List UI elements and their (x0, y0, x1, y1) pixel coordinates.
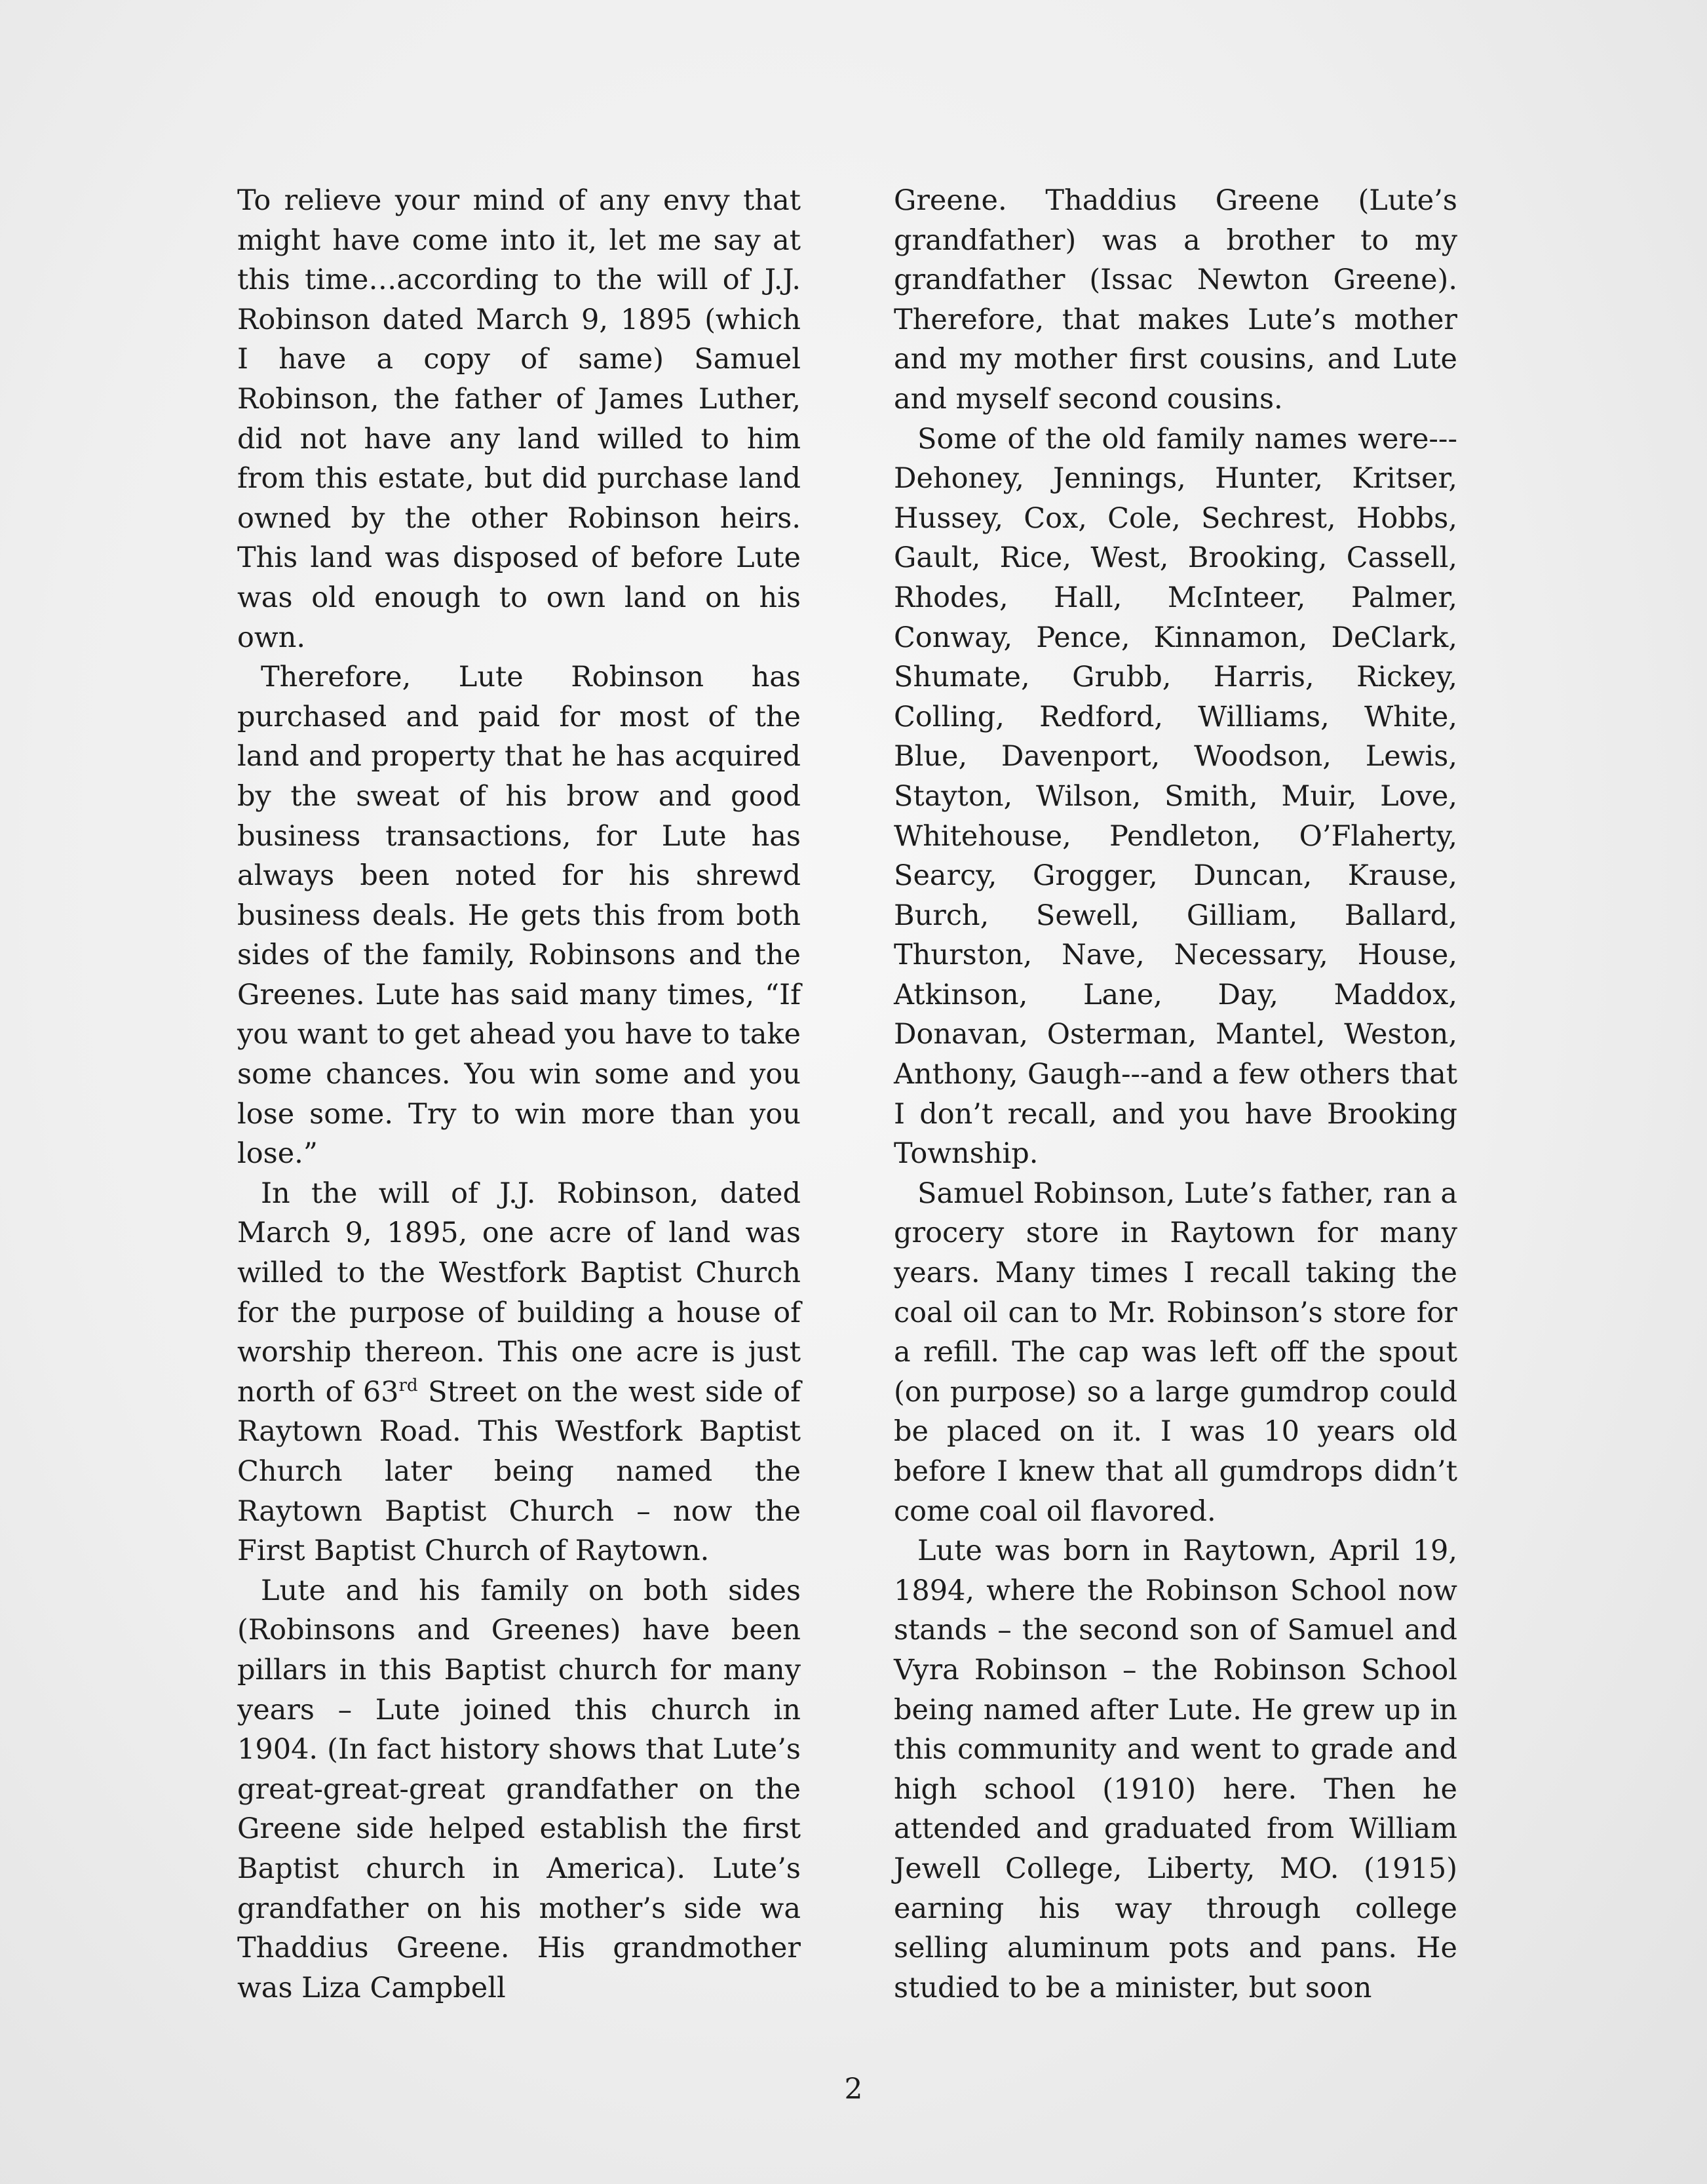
paragraph: Some of the old family names were---Dehoney, Jennings, Hunter, Kritser, Hussey, Cox, Cole, Sechrest, Hobbs, Gault, Rice, West, Brooking, Cassell, Rhodes, Hall, McInteer, Palmer, Conway, Pence, Kinnamon, DeClark, Shumate, Grubb, Harris, Rickey, Colling, Redford, Williams, White, Blue, Davenport, Woodson, Lewis, Stayton, Wilson, Smith, Muir, Love, Whitehouse, Pendleton, O’Flaherty, Searcy, Grogger, Duncan, Krause, Burch, Sewell, Gilliam, Ballard, Thurston, Nave, Necessary, House, Atkinson, Lane, Day, Maddox, Donavan, Osterman, Mantel, Weston, Anthony, Gaugh---and a few others that I don’t recall, and you have Brooking Township. (894, 422, 1457, 1171)
page-number: 2 (844, 2073, 863, 2106)
paragraph: Lute and his family on both sides (Robinsons and Greenes) have been pillars in this Baptist church for many years – Lute joined this church in 1904. (In fact history shows that Lute’s great-great-great grandfather on the Greene side helped establish the first Baptist church in America). Lute’s grandfather on his mother’s side wa Thaddius Greene. His grandmother was Liza Campbell (237, 1574, 801, 2004)
paragraph-text: In the will of J.J. Robinson, dated March 9, 1895, one acre of land was willed to the Westfork Baptist Church for the purpose of building a house of worship thereon. This one acre is just north of 63 (237, 1177, 801, 1409)
paragraph-text: Street on the west side of Raytown Road. This Westfork Baptist Church later being named the Raytown Baptist Church – now the First Baptist Church of Raytown. (237, 1375, 801, 1568)
paragraph: To relieve your mind of any envy that might have come into it, let me say at this time…according to the will of J.J. Robinson dated March 9, 1895 (which I have a copy of same) Samuel Robinson, the father of James Luther, did not have any land willed to him from this estate, but did purchase land owned by the other Robinson heirs. This land was disposed of before Lute was old enough to own land on his own. (237, 184, 801, 654)
ordinal-suffix: rd (398, 1375, 418, 1395)
left-column (237, 181, 801, 2008)
paragraph (237, 1174, 801, 1571)
paragraph: Greene. Thaddius Greene (Lute’s grandfather) was a brother to my grandfather (Issac Newton Greene). Therefore, that makes Lute’s mother and my mother first cousins, and Lute and myself second cousins. (894, 184, 1457, 416)
paragraph: Therefore, Lute Robinson has purchased and paid for most of the land and property that he has acquired by the sweat of his brow and good business transactions, for Lute has always been noted for his shrewd business deals. He gets this from both sides of the family, Robinsons and the Greenes. Lute has said many times, “If you want to get ahead you have to take some chances. You win some and you lose some. Try to win more than you lose.” (237, 661, 801, 1171)
paragraph: Samuel Robinson, Lute’s father, ran a grocery store in Raytown for many years. Many times I recall taking the coal oil can to Mr. Robinson’s store for a refill. The cap was left off the spout (on purpose) so a large gumdrop could be placed on it. I was 10 years old before I knew that all gumdrops didn’t come coal oil flavored. (894, 1177, 1457, 1528)
paragraph: Lute was born in Raytown, April 19, 1894, where the Robinson School now stands – the second son of Samuel and Vyra Robinson – the Robinson School being named after Lute. He grew up in this community and went to grade and high school (1910) here. Then he attended and graduated from William Jewell College, Liberty, MO. (1915) earning his way through college selling aluminum pots and pans. He studied to be a minister, but soon (894, 1534, 1457, 2004)
right-column (894, 181, 1457, 2008)
